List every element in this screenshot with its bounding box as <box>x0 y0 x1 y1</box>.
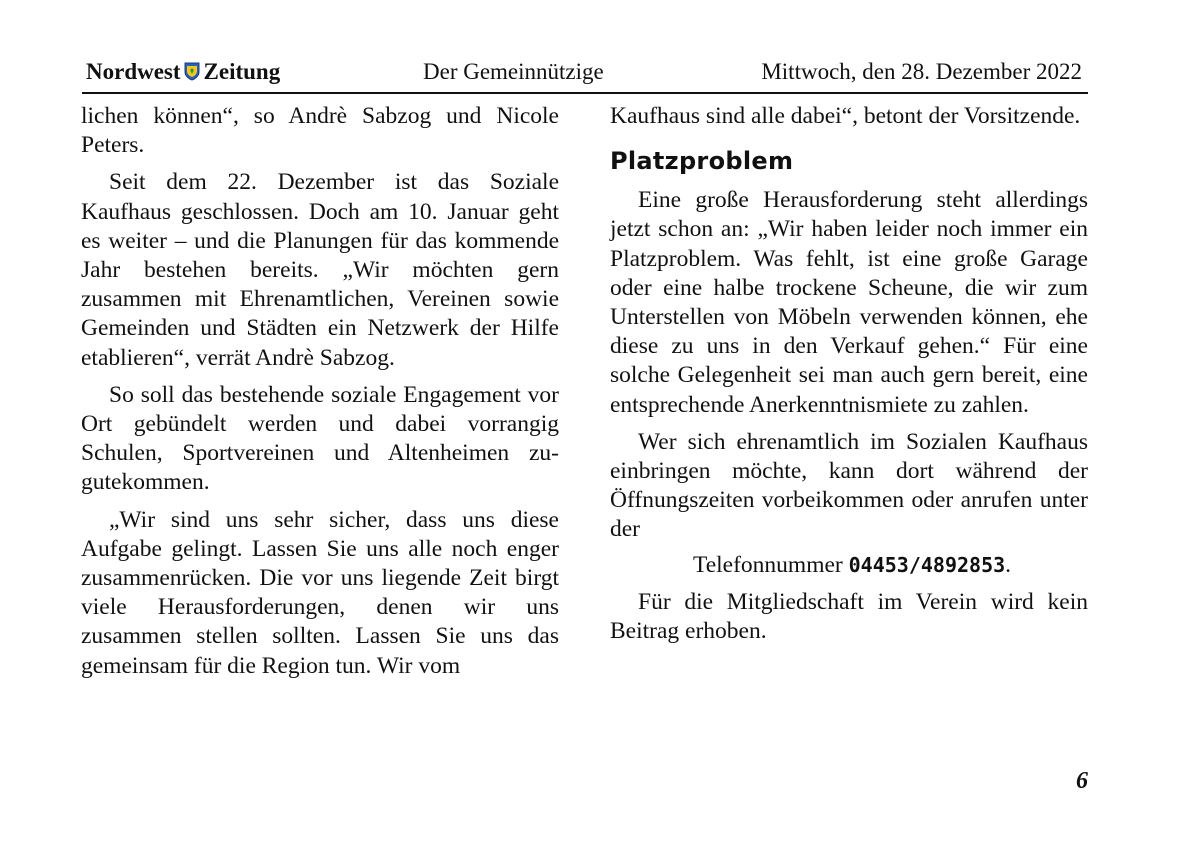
brand-name-part2: Zeitung <box>203 59 281 84</box>
section-heading: Platzproblem <box>610 147 794 176</box>
phone-line <box>610 551 1088 580</box>
paragraph: „Wir sind uns sehr sicher, dass uns diese Aufgabe gelingt. Lassen Sie uns alle noch enger zusammenrücken. Die vor uns liegende Zeit birgt viele Herausforderungen, denen wir uns zusammen stellen sollten. Lassen Sie uns das gemeinsam für die Region tun. Wir vom <box>81 506 559 679</box>
paragraph: lichen können“, so Andrè Sabzog und Nicole Peters. <box>81 103 559 159</box>
phone-label: Telefonnummer <box>693 551 843 578</box>
phone-number: 04453/4892853 <box>848 552 1006 577</box>
page-number: 6 <box>1076 768 1088 794</box>
newspaper-brand <box>86 59 280 85</box>
paragraph: Eine große Herausforderung steht allerdings jetzt schon an: „Wir haben leider noch immer ein Platzproblem. Was fehlt, ist eine große Garage oder eine halbe trockene Scheune, die wir zum Unterstellen von Möbeln verwenden können, ehe diese zu uns in den Verkauf gehen.“ Für eine solche Gelegenheit sei man auch gern bereit, eine entsprechende Anerkenntnismiete zu zahlen. <box>610 187 1088 418</box>
issue-date: Mittwoch, den 28. Dezember 2022 <box>761 59 1082 84</box>
page-header <box>82 56 1088 94</box>
paragraph: Für die Mitgliedschaft im Verein wird kein Beitrag erhoben. <box>610 588 1088 645</box>
brand-name-part1: Nordwest <box>86 59 181 84</box>
coat-of-arms-icon <box>184 62 200 81</box>
publication-name: Der Gemeinnützige <box>423 59 604 84</box>
left-column <box>81 102 559 689</box>
right-column <box>610 102 1088 654</box>
paragraph: So soll das bestehende soziale Engagement vor Ort gebündelt werden und dabei vorrangig Schulen, Sportvereinen und Altenheimen zugutekommen. <box>81 381 559 496</box>
paragraph: Wer sich ehrenamtlich im Sozialen Kaufhaus einbringen möchte, kann dort während der Öffnungszeiten vorbeikommen oder anrufen unter der <box>610 428 1088 543</box>
paragraph: Kaufhaus sind alle dabei“, betont der Vorsitzende. <box>610 103 1081 129</box>
phone-suffix: . <box>1005 551 1012 578</box>
paragraph: Seit dem 22. Dezember ist das Soziale Kaufhaus geschlossen. Doch am 10. Januar geht es weiter – und die Planungen für das kommende Jahr bestehen bereits. „Wir möchten gern zusammen mit Ehrenamtlichen, Vereinen sowie Gemeinden und Städten ein Netzwerk der Hilfe etablieren“, verrät Andrè Sabzog. <box>81 169 559 371</box>
